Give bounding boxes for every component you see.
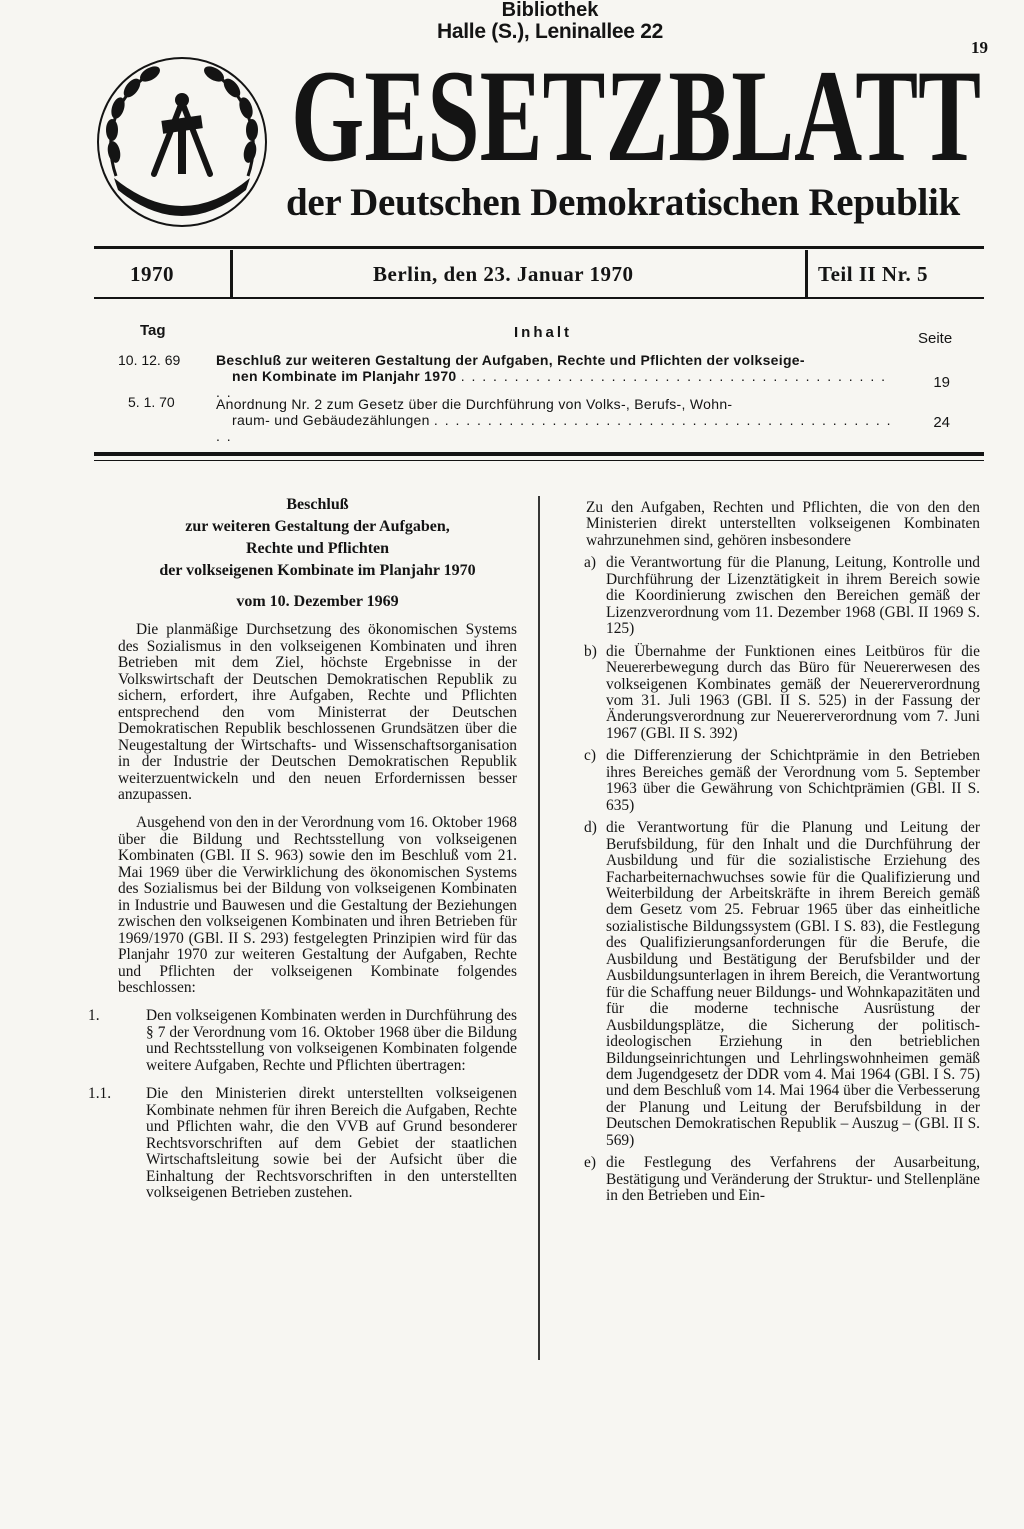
resolution-column-left bbox=[88, 494, 517, 1201]
duty-item-text: die Übernahme der Funktionen eines Leitbüros für die Neuererbewegung durch das Büro für Neuererwesen des volkseigenen Kombinates gemäß der Neuererverordnung vom 31. Juli 1963 (GBl. II S. 525) in der Fassung der Änderungsverordnung zur Neuererverordnung vom 7. Juni 1967 (GBl. II S. 392) bbox=[606, 642, 980, 742]
masthead-subtitle: der Deutschen Demokratischen Republik bbox=[286, 181, 960, 224]
toc-entry-title-line: raum- und Gebäudezählungen bbox=[232, 412, 430, 428]
duty-item-letter: e) bbox=[584, 1154, 596, 1172]
duty-item bbox=[586, 820, 980, 1149]
resolution-title-line: Rechte und Pflichten bbox=[245, 540, 390, 557]
resolution-item-text: Die den Ministerien direkt unterstellten volkseigenen Kombinate nehmen für ihren Bereich die Aufgaben, Rechte und Pflichten wahr, die den VVB auf Grund besonderer Rechtsvorschriften auf dem Gebiet der staatlichen Wirtschaftsleitung sowie bei der Aufsicht über die Einhaltung der Rechtsvorschriften in den unterstellten volkseigenen Betrieben zustehen. bbox=[146, 1085, 517, 1201]
gdr-state-emblem-icon bbox=[96, 56, 268, 228]
resolution-item-number: 1. bbox=[88, 1007, 100, 1025]
issue-place-date: Berlin, den 23. Januar 1970 bbox=[373, 262, 634, 286]
resolution-title-line: der volkseigenen Kombinate im Planjahr 1970 bbox=[159, 562, 476, 579]
masthead-title-text: GESETZBLATT bbox=[291, 52, 981, 172]
toc-entry-title-line: nen Kombinate im Planjahr 1970 bbox=[232, 368, 457, 384]
resolution-title-line: zur weiteren Gestaltung der Aufgaben, bbox=[185, 518, 450, 535]
issue-part: Teil II Nr. 5 bbox=[818, 262, 928, 286]
duty-item-letter: d) bbox=[584, 819, 597, 837]
duty-item-letter: b) bbox=[584, 642, 597, 660]
toc-leader-dots: . . . . . . . . . . . . . . . . . . . . . . . . . . . . . . . . . . . . . . . . . . . . . bbox=[216, 412, 893, 444]
toc-rule-thin bbox=[94, 460, 984, 461]
resolution-preamble-paragraph: Die planmäßige Durchsetzung des ökonomischen Systems des Sozialismus in den volkseigenen Kombinaten und ihren Betrieben mit dem Ziel, höchste Ergebnisse in der Volkswirtschaft der Deutschen Demokratischen Republik zu sichern, erfordert, ihre Aufgaben, Rechte und Pflichten entsprechend den vom Ministerrat der Deutschen Demokratischen Republik beschlossenen Grundsätzen über die Neugestaltung der Wirtschafts- und Wissenschaftsorganisation in der Industrie der Deutschen Demokratischen Republik weiterzuentwickeln und den neuen Erfordernissen besser anzupassen. bbox=[118, 621, 517, 803]
header-rule-bottom bbox=[94, 297, 984, 299]
toc-leader-dots: . . . . . . . . . . . . . . . . . . . . . . . . . . . . . . . . . . . . . . . . . . bbox=[216, 368, 887, 400]
resolution-item-number: 1.1. bbox=[88, 1085, 112, 1103]
toc-header-content: Inhalt bbox=[514, 324, 572, 341]
toc-rule-thick bbox=[94, 452, 984, 456]
duties-intro: Zu den Aufgaben, Rechten und Pflichten, die von den den Ministerien direkt unterstellten volkseigenen Kombinaten wahrzunehmen sind, gehören insbesondere bbox=[586, 499, 980, 549]
toc-entry-title[interactable] bbox=[216, 352, 896, 400]
duty-item-letter: a) bbox=[584, 554, 596, 572]
stamp-line-address: Halle (S.), Leninallee 22 bbox=[437, 20, 663, 43]
toc-entry-title-line: Anordnung Nr. 2 zum Gesetz über die Durchführung von Volks-, Berufs-, Wohn- bbox=[216, 396, 733, 412]
duty-item bbox=[586, 748, 980, 814]
resolution-title-line: Beschluß bbox=[286, 496, 349, 513]
masthead-title bbox=[286, 52, 986, 172]
duty-item-text: die Verantwortung für die Planung, Leitung, Kontrolle und Durchführung der Lizenztätigkeit in ihrem Bereich sowie die Koordinierung zwischen den Bereichen gemäß der Lizenzverordnung vom 11. Dezember 1968 (GBl. II 1969 S. 125) bbox=[606, 554, 980, 638]
resolution-item-text: Den volkseigenen Kombinaten werden in Durchführung des § 7 der Verordnung vom 16. Oktober 1968 über die Bildung und Rechtsstellung von volkseigenen Kombinaten folgende weitere Aufgaben, Rechte und Pflichten übertragen: bbox=[146, 1007, 517, 1074]
duty-item-text: die Verantwortung für die Planung und Leitung der Berufsbildung, für den Inhalt und die Durchführung der Ausbildung und für die sozialistische Erziehung des Facharbeiternachwuchses sowie für die Qualifizierung und Weiterbildung der Arbeitskräfte in ihrem Bereich gemäß dem Gesetz vom 25. Februar 1965 über das einheitliche sozialistische Bildungssystem (GBl. I S. 83), die Festlegung des Qualifizierungsanforderungen für die Berufe, die Ausbildung und Bestätigung der Berufsbilder und der Ausbildungsunterlagen in ihrem Bereich, die Verantwortung für die Schaffung neuer Bildungs- und Wohnkapazitäten und für die moderne technische Ausrüstung der Ausbildungsplätze, die Sicherung der politisch-ideologischen Erziehung in den betrieblichen Bildungseinrichtungen und Lehrlingswohnheimen gemäß dem Jugendgesetz der DDR vom 4. Mai 1964 (GBl. I S. 75) und dem Beschluß vom 14. Mai 1964 über die Verbesserung der Planung und Leitung der Berufsbildung in der Deutschen Demokratischen Republik – Auszug – (GBl. II S. 569) bbox=[606, 819, 980, 1149]
toc-entry-date: 10. 12. 69 bbox=[118, 352, 181, 368]
duty-item bbox=[586, 1155, 980, 1204]
header-divider-left bbox=[230, 250, 233, 298]
page-number: 19 bbox=[971, 38, 988, 57]
toc-entry-page: 19 bbox=[933, 374, 950, 391]
duty-item bbox=[586, 555, 980, 637]
column-divider bbox=[538, 496, 540, 1360]
duty-item-letter: c) bbox=[584, 747, 596, 765]
resolution-item bbox=[88, 1007, 517, 1074]
toc-header-page: Seite bbox=[918, 330, 953, 347]
stamp-line-library: Bibliothek bbox=[501, 0, 599, 21]
issue-year: 1970 bbox=[130, 262, 174, 286]
library-stamp bbox=[400, 0, 700, 44]
resolution-column-right bbox=[586, 500, 980, 1205]
header-rule-top bbox=[94, 246, 984, 249]
toc-entry-date: 5. 1. 70 bbox=[128, 394, 175, 410]
toc-entry-title-line: Beschluß zur weiteren Gestaltung der Aufgaben, Rechte und Pflichten der volkseige- bbox=[216, 352, 805, 368]
header-divider-right bbox=[805, 250, 808, 298]
duty-item bbox=[586, 644, 980, 743]
toc-entry-title[interactable] bbox=[216, 396, 896, 444]
resolution-preamble-paragraph: Ausgehend von den in der Verordnung vom 16. Oktober 1968 über die Bildung und Rechtsstellung von volkseigenen Kombinaten (GBl. II S. 963) sowie den im Beschluß vom 21. Mai 1969 über die Verwirklichung des ökonomischen Systems des Sozialismus bei der Bildung von volkseigenen Kombinaten in Industrie und Bauwesen und die Gestaltung der Beziehungen zwischen den volkseigenen Kombinaten und ihren Betrieben für 1969/1970 (GBl. II S. 293) festgelegten Prinzipien wird für das Planjahr 1970 zur weiteren Gestaltung der Aufgaben, Rechte und Pflichten der volkseigenen Kombinate folgendes beschlossen: bbox=[118, 814, 517, 996]
resolution-item bbox=[88, 1085, 517, 1201]
duty-item-text: die Differenzierung der Schichtprämie in den Betrieben ihres Bereiches gemäß der Verordnung vom 5. September 1963 über die Gewährung von Schichtprämien (GBl. II S. 635) bbox=[606, 747, 980, 814]
resolution-date: vom 10. Dezember 1969 bbox=[236, 593, 399, 610]
toc-header-date: Tag bbox=[140, 322, 166, 339]
toc-entry-page: 24 bbox=[933, 414, 950, 431]
duty-item-text: die Festlegung des Verfahrens der Ausarbeitung, Bestätigung und Veränderung der Struktur- und Stellenpläne in den Betrieben und Ein- bbox=[606, 1154, 980, 1205]
resolution-title bbox=[118, 494, 517, 582]
